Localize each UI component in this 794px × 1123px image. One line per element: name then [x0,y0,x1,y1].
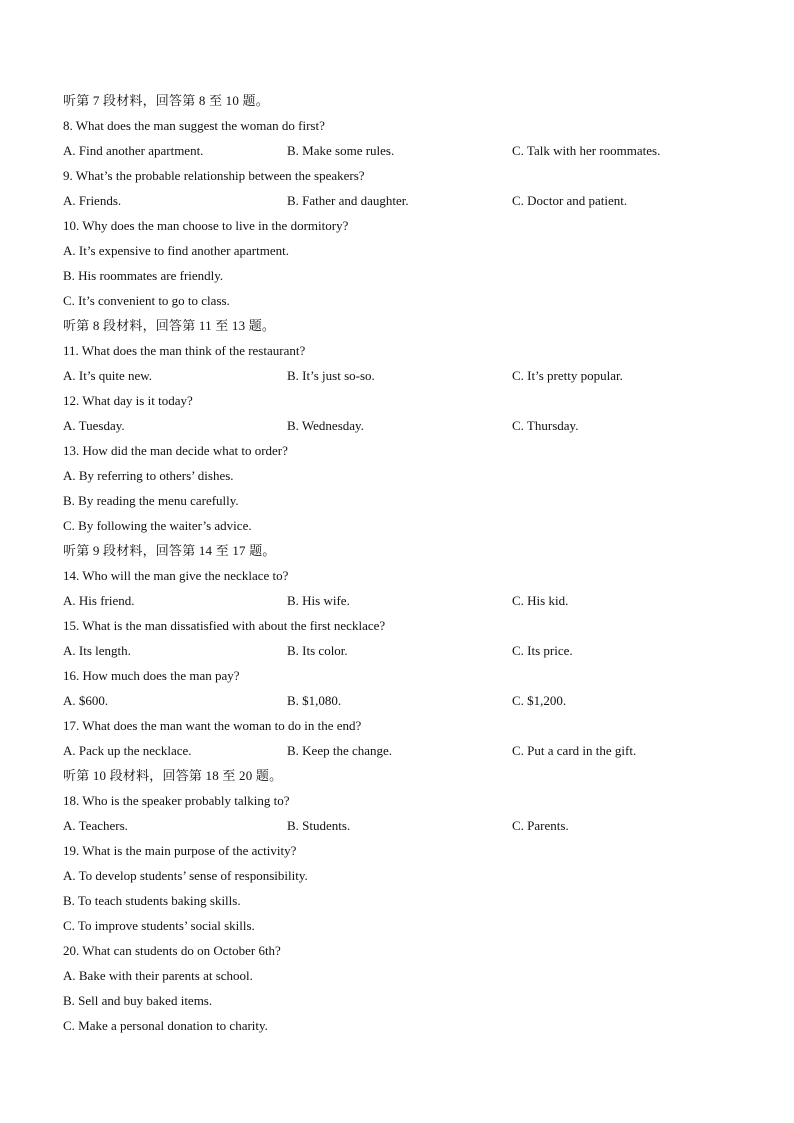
options-row [63,138,743,163]
option-a: A. Find another apartment. [63,143,204,158]
section-heading: 听第 10 段材料，回答第 18 至 20 题。 [63,768,283,783]
option-c: C. Its price. [512,643,573,658]
option-c: C. To improve students’ social skills. [63,918,255,933]
option-c: C. Talk with her roommates. [512,143,661,158]
option-a: A. To develop students’ sense of responsibility. [63,868,308,883]
question-stem: 10. Why does the man choose to live in the dormitory? [63,218,349,233]
option-a: A. Bake with their parents at school. [63,968,253,983]
question-stem: 15. What is the man dissatisfied with about the first necklace? [63,618,386,633]
option-c: C. It’s pretty popular. [512,368,623,383]
option-b: B. His wife. [287,593,350,608]
option-c: C. Thursday. [512,418,579,433]
question-stem: 18. Who is the speaker probably talking to? [63,793,290,808]
option-c: C. Make a personal donation to charity. [63,1018,268,1033]
option-b: B. Its color. [287,643,348,658]
question-stem: 11. What does the man think of the restaurant? [63,343,306,358]
question-stem: 19. What is the main purpose of the activity? [63,843,297,858]
option-b: B. Wednesday. [287,418,364,433]
options-row [63,688,743,713]
options-row [63,638,743,663]
option-a: A. His friend. [63,593,135,608]
question-stem: 9. What’s the probable relationship between the speakers? [63,168,365,183]
option-b: B. Keep the change. [287,743,393,758]
section-heading: 听第 9 段材料，回答第 14 至 17 题。 [63,543,276,558]
option-c: C. Parents. [512,818,569,833]
question-stem: 12. What day is it today? [63,393,193,408]
options-row [63,188,743,213]
option-b: B. His roommates are friendly. [63,268,224,283]
option-a: A. Friends. [63,193,122,208]
options-row [63,738,743,763]
option-b: B. Make some rules. [287,143,395,158]
options-row [63,588,743,613]
option-a: A. $600. [63,693,109,708]
option-a: A. It’s quite new. [63,368,153,383]
section-heading: 听第 7 段材料，回答第 8 至 10 题。 [63,93,269,108]
options-row [63,363,743,388]
question-stem: 8. What does the man suggest the woman do first? [63,118,325,133]
options-row [63,813,743,838]
option-a: A. Its length. [63,643,131,658]
option-c: C. His kid. [512,593,569,608]
options-row [63,413,743,438]
option-c: C. Put a card in the gift. [512,743,637,758]
exam-page [63,88,743,1038]
option-c: C. It’s convenient to go to class. [63,293,230,308]
option-c: C. Doctor and patient. [512,193,628,208]
section-heading: 听第 8 段材料，回答第 11 至 13 题。 [63,318,276,333]
option-a: A. Tuesday. [63,418,125,433]
option-b: B. Father and daughter. [287,193,409,208]
option-c: C. By following the waiter’s advice. [63,518,252,533]
question-stem: 16. How much does the man pay? [63,668,240,683]
option-b: B. $1,080. [287,693,342,708]
option-c: C. $1,200. [512,693,567,708]
option-b: B. It’s just so-so. [287,368,375,383]
question-stem: 13. How did the man decide what to order? [63,443,288,458]
option-b: B. By reading the menu carefully. [63,493,239,508]
option-b: B. Sell and buy baked items. [63,993,213,1008]
question-stem: 14. Who will the man give the necklace to? [63,568,289,583]
option-a: A. By referring to others’ dishes. [63,468,234,483]
option-a: A. It’s expensive to find another apartment. [63,243,289,258]
option-a: A. Pack up the necklace. [63,743,192,758]
option-a: A. Teachers. [63,818,128,833]
option-b: B. To teach students baking skills. [63,893,241,908]
question-stem: 17. What does the man want the woman to do in the end? [63,718,362,733]
question-stem: 20. What can students do on October 6th? [63,943,281,958]
option-b: B. Students. [287,818,351,833]
